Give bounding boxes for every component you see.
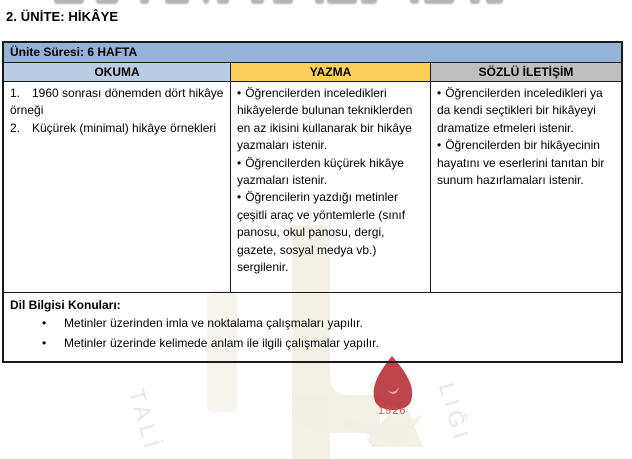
- grammar-topics-row: [4, 293, 621, 353]
- cell-yazma: [231, 82, 431, 292]
- item-number: 1.: [10, 86, 21, 100]
- watermark-text-left: TALİ: [123, 386, 166, 456]
- item-text: Öğrencilerden inceledikleri ya da kendi seçtikleri bir hikâyeyi dramatize etmeleri istenir.: [437, 86, 603, 135]
- list-item: [437, 137, 616, 189]
- bullet-icon: •: [42, 336, 47, 350]
- clipped-previous-row-remnant: [54, 0, 503, 4]
- bullet-icon: •: [237, 190, 242, 205]
- item-number: 2.: [10, 120, 21, 135]
- column-header-okuma: OKUMA: [4, 63, 231, 81]
- cell-sozlu-iletisim: [431, 82, 621, 292]
- column-header-row: [4, 63, 621, 82]
- flame-icon: [374, 356, 413, 410]
- list-item: [10, 313, 615, 333]
- list-item: [10, 85, 225, 120]
- item-text: Öğrencilerden bir hikâyecinin hayatını ve eserlerini tanıtan bir sunum hazırlamaları istenir.: [437, 138, 605, 188]
- logo-stem-foot: [292, 395, 330, 459]
- item-text: Öğrencilerin yazdığı metinler çeşitli araç ve yöntemlerle (sınıf panosu, okul panosu, dergi, gazete, sosyal medya vb.) sergilenir.: [237, 190, 406, 275]
- item-text: Öğrencilerden inceledikleri hikâyelerde bulunan tekniklerden en az ikisini kullanarak bir hikâye yazmaları istenir.: [237, 86, 413, 153]
- bullet-icon: •: [437, 86, 442, 100]
- logo-year-text: 1926: [378, 405, 407, 417]
- unit-title: 2. ÜNİTE: HİKÂYE: [6, 9, 119, 24]
- table-body-row: [4, 82, 621, 293]
- column-header-yazma: YAZMA: [231, 63, 431, 81]
- unit-table: [2, 41, 623, 363]
- item-text: Metinler üzerinden imla ve noktalama çalışmaları yapılır.: [64, 316, 363, 330]
- list-item: [10, 333, 615, 353]
- column-header-sozlu-iletisim: SÖZLÜ İLETİŞİM: [431, 63, 621, 81]
- bullet-icon: •: [237, 86, 242, 100]
- bullet-icon: •: [437, 138, 442, 153]
- item-text: Küçürek (minimal) hikâye örnekleri: [32, 120, 217, 135]
- grammar-heading: Dil Bilgisi Konuları:: [10, 298, 121, 312]
- item-text: Öğrencilerden küçürek hikâye yazmaları istenir.: [237, 155, 404, 188]
- watermark-text-right: LIĞI: [433, 380, 475, 447]
- list-item: [237, 85, 425, 155]
- list-item: [237, 189, 425, 276]
- list-item: [237, 155, 425, 190]
- unit-duration-row: Ünite Süresi: 6 HAFTA: [4, 43, 621, 63]
- item-text: 1960 sonrası dönemden dört hikâye örneği: [10, 86, 224, 118]
- list-item: [10, 120, 225, 137]
- cell-okuma: [4, 82, 231, 292]
- list-item: [437, 85, 616, 137]
- bullet-icon: •: [42, 316, 47, 330]
- bullet-icon: •: [237, 155, 242, 170]
- item-text: Metinler üzerinde kelimede anlam ile ilgili çalışmalar yapılır.: [64, 336, 379, 350]
